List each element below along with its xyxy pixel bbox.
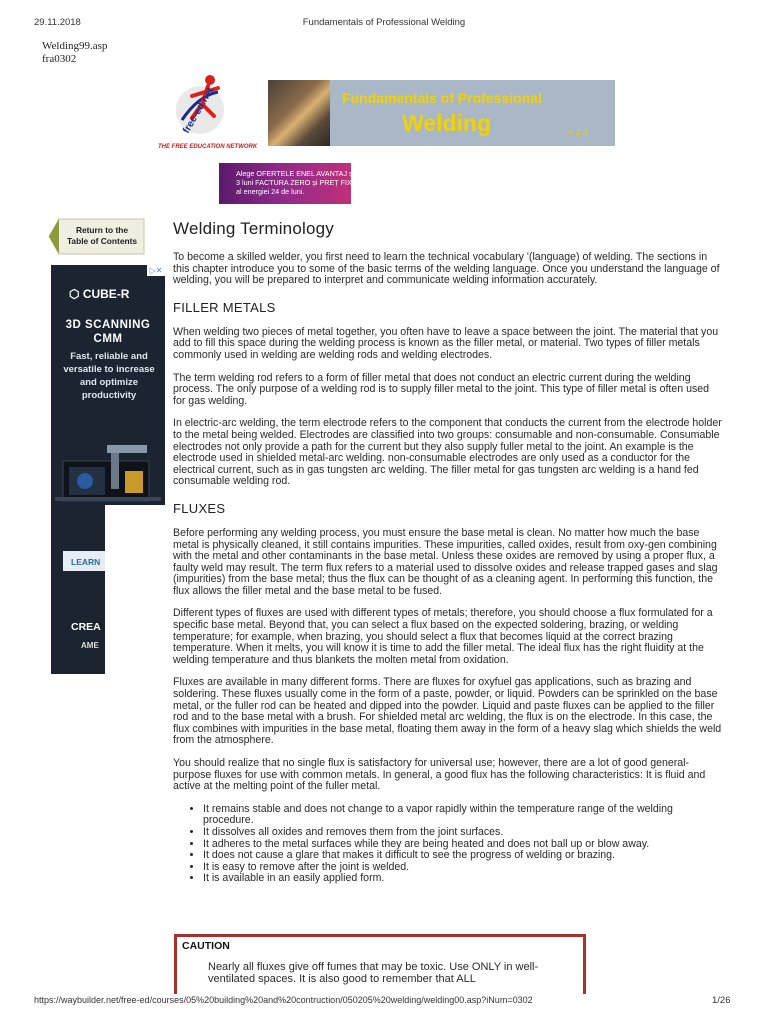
file-code: fra0302 [42, 53, 77, 65]
filler-paragraph-1: When welding two pieces of metal together, you often have to leave a space between the joint. The material that you add to fill this space during the welding process is known as the filler metal, or material. Two types of filler metals commonly used in welding are welding rods and welding electrodes. [173, 325, 719, 361]
ad-amt: AME [81, 641, 99, 650]
list-item: • It remains stable and does not change to a vapor rapidly within the temperature range of the welding procedure. [203, 804, 724, 827]
banner-line2: Welding [402, 110, 492, 136]
file-info [42, 40, 107, 66]
list-item: • It adheres to the metal surfaces while they are being heated and does not ball up or blow away. [203, 839, 724, 851]
print-title: Fundamentals of Professional Welding [302, 17, 466, 28]
ad-line3: al energiei 24 de luni. [236, 187, 305, 196]
filler-paragraph-3: In electric-arc welding, the term electrode refers to the component that conducts the current from the electrode holder to the metal being welded. Electrodes are classified into two groups: consumable and non-consumable. Consumable electrodes not only provide a path for the current but they also supply fuller metal to the joint. An example is the electrode used in shielded metal-arc welding. non-consumable electrodes are only used as a conductor for the electrical current, such as in gas tungsten arc welding. The filler metal for gas tungsten arc welding is a hand fed consumable welding rod. [173, 417, 722, 488]
ad-line2: 3 luni FACTURA ZERO și PREȚ FIX [236, 178, 352, 187]
ad-headline2: CMM [93, 333, 123, 345]
list-item: • It does not cause a glare that makes it difficult to see the progress of welding or brazing. [203, 850, 724, 862]
file-name: Welding99.asp [42, 40, 108, 52]
scanner-image [55, 441, 161, 507]
flux-paragraph-2: Different types of fluxes are used with different types of metals; therefore, you should choose a flux formulated for a specific base metal. Beyond that, you can select a flux based on the expected soldering, brazing, or welding temperature; for example, when brazing, you should select a flux that becomes liquid at the correct brazing temperature. When it melts, you will know it is time to add the filler metal. The ideal flux has the right fluidity at the welding temperature and thus blankets the molten metal from oxidation. [173, 607, 713, 666]
return-line2: Table of Contents [66, 236, 138, 246]
flux-paragraph-4: You should realize that no single flux is satisfactory for universal use; however, there are a lot of good general-purpose fluxes for use with common metals. In general, a good flux has the following characteristics: It is fluid and active at the melting point of the fuller metal. [173, 757, 706, 793]
fluxes-heading: FLUXES [173, 500, 226, 516]
caution-box [174, 934, 586, 994]
svg-text:free-ed.net: free-ed.net [181, 85, 217, 136]
ad-headline1: 3D SCANNING [65, 319, 151, 331]
ad-learn-button[interactable]: LEARN [71, 557, 101, 567]
page-number: 1/26 [712, 995, 731, 1006]
course-banner [268, 80, 615, 146]
ad-line1: Alege OFERTELE ENEL AVANTAJ și ai: [236, 169, 364, 178]
filler-paragraph-2: The term welding rod refers to a form of filler metal that does not conduct an electric current during the welding process. The only purpose of a welding rod is to supply filler metal to the joint. This type of filler metal is often used for gas welding. [173, 371, 710, 407]
list-item: • It dissolves all oxides and removes them from the joint surfaces. [203, 827, 724, 839]
top-ad[interactable] [219, 163, 364, 204]
banner-version: v. 2.0 [568, 128, 587, 137]
return-line1: Return to the [75, 225, 129, 235]
caution-title: CAUTION [182, 940, 230, 952]
welder-photo [268, 80, 330, 146]
logo-tagline: THE FREE EDUCATION NETWORK [158, 144, 258, 150]
flux-paragraph-3: Fluxes are available in many different forms. There are fluxes for oxyfuel gas applications, such as brazing and soldering. These fluxes usually come in the form of a paste, powder, or liquid. Powders can be sprinkled on the base metal, or the fuller rod can be heated and dipped into the powder. Liquid and paste fluxes can be applied to the filler rod and to the base metal with a brush. For shielded metal arc welding, the flux is on the electrode. In this case, the flux combines with impurities in the base metal, floating them away in the form of a heavy slag which shields the weld from the atmosphere. [173, 676, 722, 747]
return-to-toc-button[interactable] [47, 217, 146, 256]
logo-graphic [158, 74, 260, 154]
adchoices-icon[interactable]: ▷✕ [147, 265, 165, 276]
intro-paragraph: To become a skilled welder, you first need to learn the technical vocabulary '(language) of welding. The sections in this chapter introduce you to some of the basic terms of the welding language. Once you understand the language of welding, you will be prepared to interpret and communicate welding information accurately. [173, 251, 720, 287]
list-item: • It is easy to remove after the joint is welded. [203, 862, 724, 874]
flux-paragraph-1: Before performing any welding process, you must ensure the base metal is clean. No matter how much the base metal is physically cleaned, it still contains impurities. These impurities, called oxides, result from oxy-gen combining with the metal and other contaminants in the base metal. Unless these oxides are removed by using a proper flux, a faulty weld may result. The term flux refers to a material used to dissolve oxides and release trapped gases and slag (impurities) from the base metal; thus the flux can be thought of as a cleaning agent. In performing this function, the flux allows the filler metal and the base metal to be fused. [173, 526, 718, 597]
print-date: 29.11.2018 [34, 17, 81, 28]
free-ed-logo[interactable] [158, 74, 260, 154]
ad-desc: Fast, reliable and versatile to increase and optimize productivity [63, 351, 155, 401]
main-content [173, 219, 724, 885]
ad-crea: CREA [71, 621, 101, 633]
banner-line1: Fundamentals of Professional [342, 90, 542, 106]
caution-text: Nearly all fluxes give off fumes that may be toxic. Use ONLY in well-ventilated spaces. It is also good to remember that ALL [208, 961, 539, 985]
flux-characteristics-list [173, 804, 724, 885]
ad-brand: ⬡ CUBE-R [69, 287, 130, 301]
list-item: • It is available in an easily applied form. [203, 873, 724, 885]
side-ad[interactable] [51, 265, 165, 674]
page-title: Welding Terminology [173, 219, 334, 238]
cube-icon: ⬡ [69, 287, 83, 301]
print-url: https://waybuilder.net/free-ed/courses/05%20building%20and%20contruction/050205%20welding/welding00.asp?iNum=0302 [34, 995, 533, 1005]
filler-metals-heading: FILLER METALS [173, 299, 276, 315]
